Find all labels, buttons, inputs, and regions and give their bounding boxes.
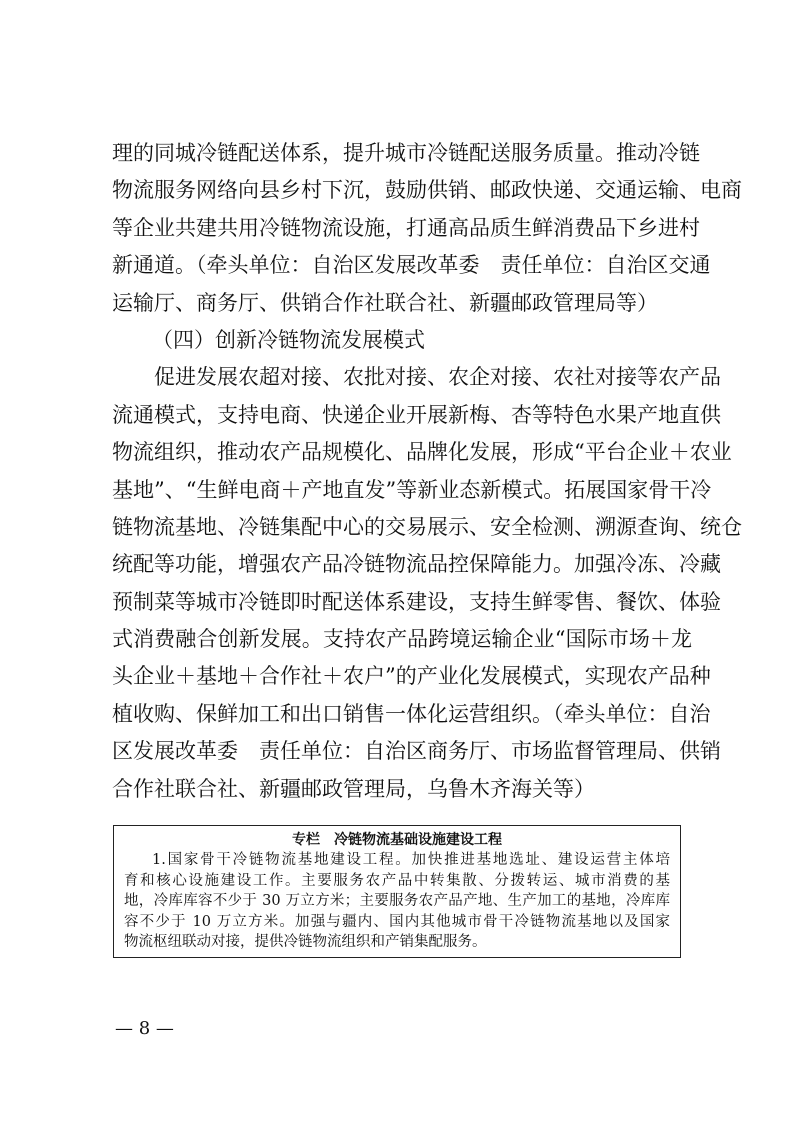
text-line: 预制菜等城市冷链即时配送体系建设，支持生鲜零售、餐饮、体验 bbox=[112, 589, 721, 614]
page-number: — 8 — bbox=[115, 1018, 174, 1039]
text-line: 运输厅、商务厅、供销合作社联合社、新疆邮政管理局等） bbox=[112, 290, 658, 315]
text-line: 合作社联合社、新疆邮政管理局，乌鲁木齐海关等） bbox=[112, 776, 595, 801]
text-line: 物流组织，推动农产品规模化、品牌化发展，形成“平台企业＋农业 bbox=[112, 440, 732, 465]
text-line: 区发展改革委 责任单位：自治区商务厅、市场监督管理局、供销 bbox=[112, 739, 721, 764]
box-line: 地，冷库库容不少于 30 万立方米；主要服务农产品产地、生产加工的基地，冷库库 bbox=[124, 893, 670, 909]
text-line: 理的同城冷链配送体系，提升城市冷链配送服务质量。推动冷链 bbox=[112, 141, 700, 165]
feature-box bbox=[113, 825, 681, 958]
text-line: 新通道。（牵头单位：自治区发展改革委 责任单位：自治区交通 bbox=[112, 253, 711, 278]
box-line: 1.国家骨干冷链物流基地建设工程。加快推进基地选址、建设运营主体培 bbox=[152, 852, 670, 868]
document-body bbox=[112, 135, 742, 808]
box-line: 物流枢纽联动对接，提供冷链物流组织和产销集配服务。 bbox=[124, 934, 487, 950]
text-line: 促进发展农超对接、农批对接、农企对接、农社对接等农产品 bbox=[154, 365, 721, 390]
text-line: 头企业＋基地＋合作社＋农户”的产业化发展模式，实现农产品种 bbox=[112, 664, 711, 689]
text-line: 物流服务网络向县乡村下沉，鼓励供销、邮政快递、交通运输、电商 bbox=[112, 178, 742, 203]
text-line: 基地”、“生鲜电商＋产地直发”等新业态新模式。拓展国家骨干冷 bbox=[112, 477, 712, 502]
section-heading: （四）创新冷链物流发展模式 bbox=[152, 327, 425, 352]
text-line: 等企业共建共用冷链物流设施，打通高品质生鲜消费品下乡进村 bbox=[112, 215, 700, 240]
text-line: 植收购、保鲜加工和出口销售一体化运营组织。（牵头单位：自治 bbox=[112, 701, 711, 726]
text-line: 流通模式，支持电商、快递企业开展新梅、杏等特色水果产地直供 bbox=[112, 402, 721, 427]
box-title: 专栏 冷链物流基础设施建设工程 bbox=[292, 832, 502, 848]
box-line: 育和核心设施建设工作。主要服务农产品中转集散、分拨转运、城市消费的基 bbox=[124, 872, 670, 889]
box-line: 容不少于 10 万立方米。加强与疆内、国内其他城市骨干冷链物流基地以及国家 bbox=[124, 913, 670, 930]
text-line: 式消费融合创新发展。支持农产品跨境运输企业“国际市场＋龙 bbox=[112, 627, 692, 652]
text-line: 统配等功能，增强农产品冷链物流品控保障能力。加强冷冻、冷藏 bbox=[112, 552, 721, 577]
text-line: 链物流基地、冷链集配中心的交易展示、安全检测、溯源查询、统仓 bbox=[112, 514, 742, 539]
